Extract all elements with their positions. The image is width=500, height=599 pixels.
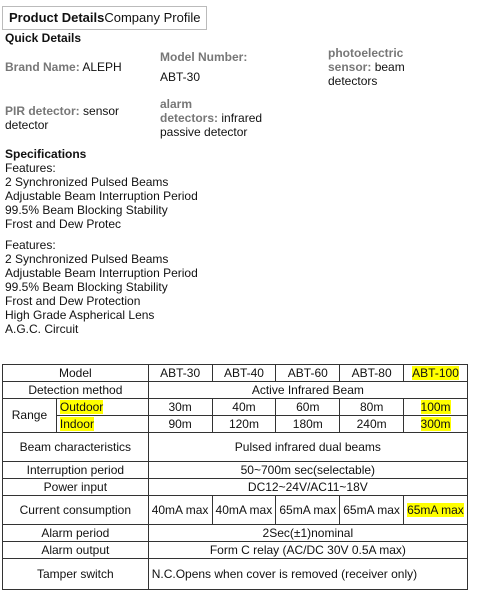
features-line: Frost and Dew Protection [5,294,141,308]
outdoor-label: Outdoor [59,399,104,414]
table-row [3,399,468,416]
range-value: 180m [276,416,340,433]
model-value: ABT-30 [160,70,201,84]
sensor-label: sensor: [328,60,372,74]
features-block-1 [5,161,198,231]
alarm-period-value: 2Sec(±1)nominal [148,525,467,542]
features-line: A.G.C. Circuit [5,322,79,336]
table-row [3,365,468,382]
alarm-output-value: Form C relay (AC/DC 30V 0.5A max) [148,542,467,559]
spec-table [2,364,468,590]
model-field [160,50,247,84]
tab-company-profile[interactable]: Company Profile [104,6,207,30]
features-line: 99.5% Beam Blocking Stability [5,280,168,294]
alarm-detectors-field [160,97,300,139]
power-label: Power input [3,479,149,496]
model-cell: ABT-30 [148,365,212,382]
features-line: Features: [5,161,56,175]
tamper-value: N.C.Opens when cover is removed (receiver only) [148,559,467,590]
brand-field [5,60,122,74]
beam-label: Beam characteristics [3,433,149,462]
photoelectric-label: photoelectric [328,46,404,60]
tab-product-details[interactable]: Product Details [2,6,104,30]
indoor-cell [56,416,148,433]
table-row [3,479,468,496]
highlighted-model: ABT-100 [412,365,459,380]
features-line: Adjustable Beam Interruption Period [5,189,198,203]
pir-label: PIR detector: [5,104,80,118]
model-cell: ABT-40 [212,365,276,382]
quick-details-heading: Quick Details [5,31,82,45]
features-line: 99.5% Beam Blocking Stability [5,203,168,217]
table-row [3,559,468,590]
detection-value: Active Infrared Beam [148,382,467,399]
power-value: DC12~24V/AC11~18V [148,479,467,496]
range-value [404,399,468,416]
current-value: 40mA max [148,496,212,525]
current-value: 65mA max [340,496,404,525]
features-block-2 [5,238,198,336]
features-line: High Grade Aspherical Lens [5,308,155,322]
outdoor-cell [56,399,148,416]
indoor-label: Indoor [59,416,94,431]
current-value [404,496,468,525]
detection-label: Detection method [3,382,149,399]
tab-bar [2,6,207,30]
alarm-label: alarm [160,97,193,111]
table-row [3,382,468,399]
table-row [3,542,468,559]
interruption-label: Interruption period [3,462,149,479]
highlighted-range: 300m [420,416,451,431]
current-value: 40mA max [212,496,276,525]
table-row [3,416,468,433]
current-value: 65mA max [276,496,340,525]
photoelectric-field [328,46,438,88]
features-line: 2 Synchronized Pulsed Beams [5,175,169,189]
table-row [3,462,468,479]
brand-label: Brand Name: [5,60,80,74]
detectors-label: detectors: [160,111,219,125]
table-row [3,433,468,462]
highlighted-range: 100m [420,399,451,414]
range-value: 40m [212,399,276,416]
alarm-output-label: Alarm output [3,542,149,559]
current-label: Current consumption [3,496,149,525]
tamper-label: Tamper switch [3,559,149,590]
model-header: Model [3,365,149,382]
table-row [3,525,468,542]
features-line: Frost and Dew Protec [5,217,122,231]
model-cell: ABT-60 [276,365,340,382]
range-value: 90m [148,416,212,433]
brand-value: ALEPH [82,60,122,74]
model-cell [404,365,468,382]
range-value: 30m [148,399,212,416]
highlighted-current: 65mA max [407,502,464,517]
range-value: 240m [340,416,404,433]
pir-value: sensor detector [5,104,120,132]
features-line: 2 Synchronized Pulsed Beams [5,252,169,266]
table-row [3,496,468,525]
range-label: Range [3,399,57,433]
range-value: 80m [340,399,404,416]
features-line: Adjustable Beam Interruption Period [5,266,198,280]
pir-field [5,104,155,132]
alarm-period-label: Alarm period [3,525,149,542]
model-label: Model Number: [160,50,248,64]
photoelectric-value: beam detectors [328,60,405,88]
beam-value: Pulsed infrared dual beams [148,433,467,462]
interruption-value: 50~700m sec(selectable) [148,462,467,479]
range-value: 60m [276,399,340,416]
specifications-heading: Specifications [5,147,87,161]
alarm-detectors-value: infrared passive detector [160,111,263,139]
features-line: Features: [5,238,56,252]
range-value: 120m [212,416,276,433]
model-cell: ABT-80 [340,365,404,382]
range-value [404,416,468,433]
